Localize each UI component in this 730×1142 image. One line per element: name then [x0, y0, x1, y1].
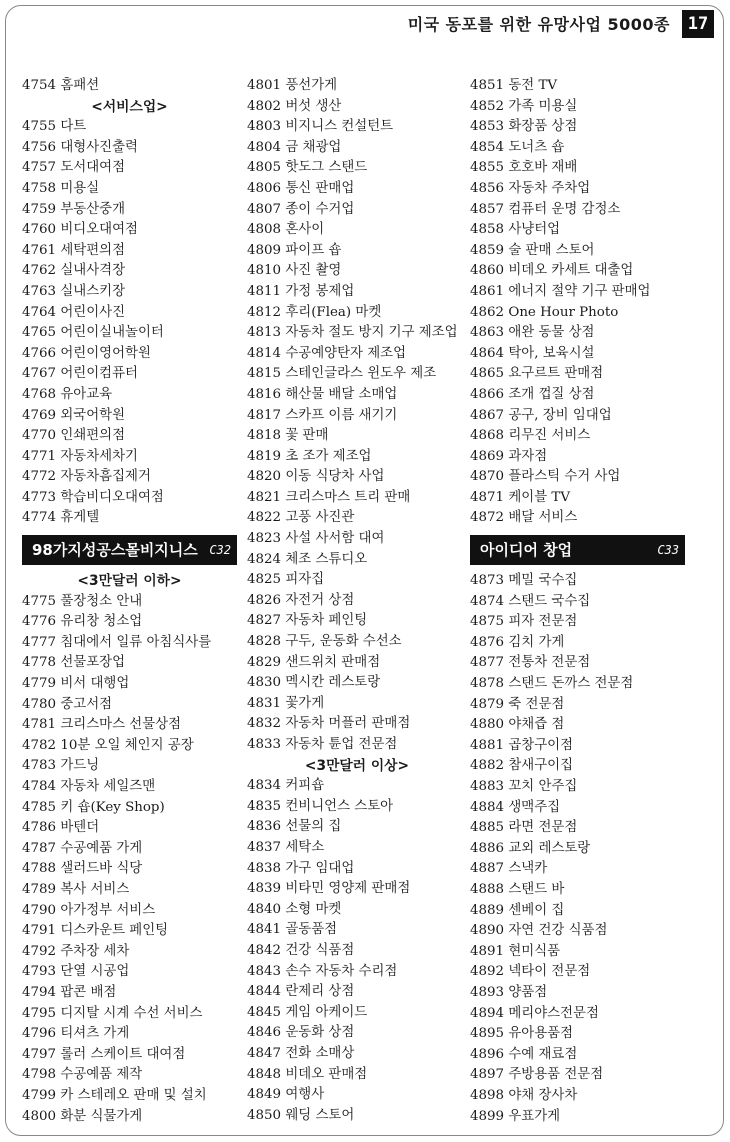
list-column-3 — [470, 76, 685, 1127]
list-item: 4843 손수 자동차 수리점 — [247, 963, 398, 979]
list-item: 4893 양품점 — [470, 984, 548, 1000]
list-item: 4850 웨딩 스토어 — [247, 1107, 355, 1123]
list-item: 4772 자동차흠집제거 — [22, 469, 151, 485]
list-item: 4832 자동차 머플러 판매점 — [247, 716, 411, 732]
list-item: 4755 다트 — [22, 119, 87, 135]
list-item: 4786 바텐더 — [22, 820, 100, 836]
list-item: 4895 유아용품점 — [470, 1026, 574, 1042]
list-item: 4790 아가정부 서비스 — [22, 902, 156, 918]
list-item: 4856 자동차 주차업 — [470, 180, 591, 196]
list-item: 4782 10분 오일 체인지 공장 — [22, 737, 194, 753]
list-item: 4784 자동차 세일즈맨 — [22, 779, 156, 794]
list-item: 4883 꼬치 안주집 — [470, 779, 578, 794]
list-item: 4831 꽃가게 — [247, 695, 325, 711]
list-column-1 — [22, 76, 237, 1127]
list-item: 4803 비지니스 컨설턴트 — [247, 119, 394, 135]
list-item: 4776 유리창 청소업 — [22, 614, 143, 630]
list-item: 4764 어린이사진 — [22, 304, 126, 320]
list-item: 4777 침대에서 일류 아침식사를 — [22, 634, 212, 650]
list-item: 4779 비서 대행업 — [22, 676, 130, 692]
list-item: 4801 풍선가게 — [247, 78, 338, 93]
list-item: 4793 단열 시공업 — [22, 964, 130, 980]
section-banner — [470, 535, 685, 565]
list-item: 4854 도너츠 숍 — [470, 139, 565, 155]
section-banner-title: 98가지성공스몰비지니스 — [32, 541, 198, 560]
list-item: 4758 미용실 — [22, 180, 100, 196]
list-column-2 — [247, 76, 467, 1126]
list-item: 4840 소형 마켓 — [247, 901, 342, 917]
list-item: 4816 해산물 배달 소매업 — [247, 386, 398, 402]
list-item: 4767 어린이컴퓨터 — [22, 366, 138, 382]
list-item: 4881 곱창구이점 — [470, 737, 574, 753]
list-item: 4827 자동차 페인팅 — [247, 613, 368, 629]
list-item: 4846 운동화 상점 — [247, 1025, 355, 1041]
list-item: 4829 샌드위치 판매점 — [247, 654, 381, 670]
list-item: 4869 과자점 — [470, 448, 548, 464]
list-item: 4865 요구르트 판매점 — [470, 366, 604, 382]
list-item: 4788 샐러드바 식당 — [22, 861, 143, 877]
list-item: 4861 에너지 절약 기구 판매업 — [470, 283, 651, 299]
list-item: 4756 대형사진출력 — [22, 139, 138, 155]
list-item: 4844 란제리 상점 — [247, 984, 355, 1000]
list-item: 4873 메밀 국수집 — [470, 573, 578, 589]
list-item: 4787 수공예품 가게 — [22, 840, 143, 856]
list-item: 4815 스테인글라스 윈도우 제조 — [247, 366, 437, 382]
list-item: 4885 라면 전문점 — [470, 820, 578, 836]
list-item: 4880 야채즙 점 — [470, 717, 565, 733]
list-item: 4822 고풍 사진관 — [247, 510, 355, 526]
list-item: 4763 실내스키장 — [22, 283, 126, 299]
list-item: 4813 자동차 절도 방지 기구 제조업 — [247, 325, 458, 341]
list-item: 4805 핫도그 스탠드 — [247, 160, 368, 176]
list-item: 4886 교외 레스토랑 — [470, 840, 591, 856]
list-item: 4754 홈패션 — [22, 78, 100, 93]
list-item: 4774 휴게텔 — [22, 510, 100, 526]
list-item: 4888 스탠드 바 — [470, 881, 565, 897]
list-item: 4899 우표가게 — [470, 1108, 561, 1124]
list-item: 4766 어린이영어학원 — [22, 345, 151, 361]
list-item: 4833 자동차 튠업 전문점 — [247, 737, 398, 752]
list-item: 4849 여행사 — [247, 1087, 325, 1103]
list-item: 4891 현미식품 — [470, 943, 561, 959]
list-item: 4859 술 판매 스토어 — [470, 242, 595, 258]
list-item: 4882 참새구이집 — [470, 758, 574, 774]
list-item: 4836 선물의 집 — [247, 819, 342, 835]
list-item: 4771 자동차세차기 — [22, 448, 138, 464]
list-item: 4868 리무진 서비스 — [470, 428, 591, 444]
list-item: 4795 디지탈 시계 수선 서비스 — [22, 1005, 203, 1021]
section-banner-title: 아이디어 창업 — [480, 541, 573, 560]
list-item: 4770 인쇄편의점 — [22, 428, 126, 444]
list-item: 4897 주방용품 전문점 — [470, 1067, 604, 1083]
list-item: 4820 이동 식당차 사업 — [247, 469, 385, 485]
list-item: 4780 중고서점 — [22, 696, 113, 712]
list-item: 4757 도서대여점 — [22, 160, 126, 176]
list-item: 4871 케이블 TV — [470, 489, 570, 505]
list-item: 4870 플라스틱 수거 사업 — [470, 469, 621, 485]
list-item: 4830 멕시칸 레스토랑 — [247, 675, 381, 691]
list-item: 4785 키 숍(Key Shop) — [22, 799, 165, 815]
list-item: 4878 스탠드 돈까스 전문점 — [470, 676, 634, 692]
list-item: 4874 스탠드 국수집 — [470, 593, 591, 609]
list-item: 4798 수공예품 제작 — [22, 1067, 143, 1083]
list-item: 4887 스낵카 — [470, 861, 548, 877]
list-item: 4821 크리스마스 트리 판매 — [247, 489, 411, 505]
section-code: C32 — [209, 543, 231, 558]
list-item: 4797 롤러 스케이트 대여점 — [22, 1046, 186, 1062]
list-item: 4894 메리야스전문점 — [470, 1005, 599, 1021]
list-item: 4799 카 스테레오 판매 및 설치 — [22, 1087, 207, 1103]
list-item: 4825 피자집 — [247, 572, 325, 588]
list-item: 4847 전화 소매상 — [247, 1045, 355, 1061]
list-item: 4877 전통차 전문점 — [470, 655, 591, 671]
list-item: 4794 팝콘 배점 — [22, 984, 117, 1000]
list-item: 4789 복사 서비스 — [22, 881, 130, 897]
list-item: 4837 세탁소 — [247, 839, 325, 855]
list-item: 4814 수공예양탄자 제조업 — [247, 345, 407, 361]
list-item: 4838 가구 임대업 — [247, 860, 355, 876]
subheading: <서비스업> — [91, 98, 168, 115]
subheading: <3만달러 이상> — [304, 757, 410, 774]
list-item: 4853 화장품 상점 — [470, 119, 578, 135]
page-header-title: 미국 동포를 위한 유망사업 5000종 — [407, 15, 670, 34]
list-item: 4866 조개 껍질 상점 — [470, 386, 595, 402]
list-item: 4824 체조 스튜디오 — [247, 551, 368, 567]
list-item: 4845 게임 아케이드 — [247, 1004, 368, 1020]
list-item: 4783 가드닝 — [22, 758, 100, 774]
list-item: 4807 종이 수거업 — [247, 201, 355, 217]
list-item: 4884 생맥주집 — [470, 799, 561, 815]
list-item: 4804 금 채광업 — [247, 139, 342, 155]
list-item: 4791 디스카운트 페인팅 — [22, 923, 169, 939]
list-item: 4867 공구, 장비 임대업 — [470, 407, 612, 423]
list-item: 4862 One Hour Photo — [470, 304, 619, 320]
list-item: 4762 실내사격장 — [22, 263, 126, 279]
list-item: 4773 학습비디오대여점 — [22, 489, 164, 505]
list-item: 4842 건강 식품점 — [247, 942, 355, 958]
list-item: 4778 선물포장업 — [22, 655, 126, 671]
list-item: 4889 센베이 집 — [470, 902, 565, 918]
list-item: 4848 비데오 판매점 — [247, 1066, 368, 1082]
list-item: 4819 초 조가 제조업 — [247, 448, 372, 464]
list-item: 4858 사냥터업 — [470, 222, 561, 238]
list-item: 4823 사설 사서함 대여 — [247, 531, 385, 547]
list-item: 4863 애완 동물 상점 — [470, 325, 595, 341]
list-item: 4760 비디오대여점 — [22, 222, 138, 238]
list-item: 4828 구두, 운동화 수선소 — [247, 634, 402, 650]
list-item: 4768 유아교육 — [22, 386, 113, 402]
list-item: 4781 크리스마스 선물상점 — [22, 717, 182, 733]
list-item: 4796 티셔츠 가게 — [22, 1026, 130, 1042]
list-item: 4851 동전 TV — [470, 78, 558, 93]
list-item: 4834 커피숍 — [247, 778, 325, 794]
list-item: 4898 야채 장사차 — [470, 1087, 578, 1103]
list-item: 4892 넥타이 전문점 — [470, 964, 591, 980]
list-item: 4810 사진 촬영 — [247, 263, 342, 279]
list-item: 4896 수예 재료점 — [470, 1046, 578, 1062]
list-item: 4875 피자 전문점 — [470, 614, 578, 630]
list-item: 4802 버섯 생산 — [247, 98, 342, 114]
list-item: 4818 꽃 판매 — [247, 428, 329, 444]
list-item: 4811 가정 봉제업 — [247, 283, 355, 299]
section-code: C33 — [657, 543, 679, 558]
list-item: 4852 가족 미용실 — [470, 98, 578, 114]
list-item: 4800 화분 식물가게 — [22, 1108, 143, 1124]
list-item: 4835 컨비니언스 스토아 — [247, 798, 394, 814]
list-item: 4872 배달 서비스 — [470, 510, 578, 526]
list-item: 4809 파이프 숍 — [247, 242, 342, 258]
list-item: 4855 호호바 재배 — [470, 160, 578, 176]
list-item: 4808 혼사이 — [247, 222, 325, 238]
list-item: 4806 통신 판매업 — [247, 180, 355, 196]
list-item: 4860 비데오 카세트 대출업 — [470, 263, 634, 279]
list-item: 4890 자연 건강 식품점 — [470, 923, 608, 939]
list-item: 4841 골동품점 — [247, 922, 338, 938]
list-item: 4839 비타민 영양제 판매점 — [247, 881, 411, 897]
list-item: 4857 컴퓨터 운명 감정소 — [470, 201, 621, 217]
list-item: 4864 탁아, 보육시설 — [470, 345, 595, 361]
section-banner — [22, 535, 237, 565]
list-item: 4759 부동산중개 — [22, 201, 126, 217]
list-item: 4817 스카프 이름 새기기 — [247, 407, 398, 423]
list-item: 4761 세탁편의점 — [22, 242, 126, 258]
list-item: 4826 자전거 상점 — [247, 592, 355, 608]
list-item: 4812 후리(Flea) 마켓 — [247, 304, 382, 320]
subheading: <3만달러 이하> — [77, 573, 182, 590]
list-item: 4769 외국어학원 — [22, 407, 126, 423]
list-item: 4775 풀장청소 안내 — [22, 593, 143, 609]
list-item: 4876 김치 가게 — [470, 634, 565, 650]
page-number: 17 — [682, 10, 714, 38]
list-item: 4879 죽 전문점 — [470, 696, 565, 712]
list-item: 4792 주차장 세차 — [22, 943, 130, 959]
list-item: 4765 어린이실내놀이터 — [22, 325, 164, 341]
